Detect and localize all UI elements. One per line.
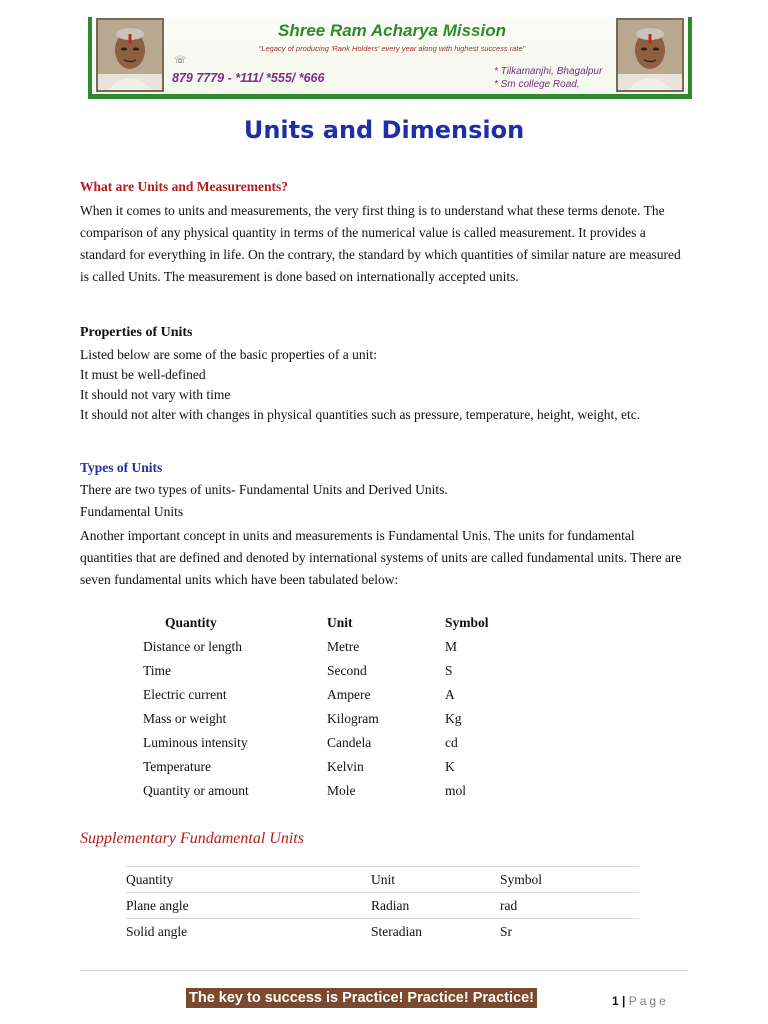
properties-intro: Listed below are some of the basic properties of a unit:: [80, 347, 377, 362]
cell-unit: Ampere: [327, 687, 371, 702]
founder-portrait-left: [96, 18, 164, 92]
cell-unit: Candela: [327, 735, 372, 750]
page-number-value: 1: [612, 994, 619, 1008]
supplementary-units-table: [125, 866, 639, 944]
property-item: It should not vary with time: [80, 387, 231, 402]
cell-quantity: Electric current: [143, 687, 227, 702]
cell-unit: Metre: [327, 639, 360, 654]
page-number-separator: |: [622, 994, 626, 1008]
section-body-units-measurements: When it comes to units and measurements, the very first thing is to understand what these terms denote. The comparison of any physical quantity in terms of the numerical value is called measurement. It provides a standard for everything in life. On the contrary, the standard by which quantities of similar nature are measured is called Units. The measurement is done based on internationally accepted units.: [80, 203, 681, 284]
cell-unit: Second: [327, 663, 367, 678]
header-cell-symbol: Symbol: [445, 615, 489, 630]
cell-quantity: Plane angle: [126, 898, 189, 913]
cell-quantity: Mass or weight: [143, 711, 227, 726]
section-heading-properties: Properties of Units: [80, 325, 193, 340]
banner-address: [494, 65, 622, 91]
supplementary-heading: Supplementary Fundamental Units: [80, 830, 304, 847]
address-line-1: * Tilkamanjhi, Bhagalpur: [494, 66, 603, 77]
cell-unit: Kelvin: [327, 759, 364, 774]
page-title: Units and Dimension: [243, 116, 525, 144]
header-cell-unit: Unit: [327, 615, 353, 630]
cell-quantity: Time: [143, 663, 172, 678]
properties-list: [80, 345, 680, 425]
section-heading-types: Types of Units: [80, 460, 163, 475]
footer-divider: [80, 970, 688, 971]
cell-symbol: S: [445, 663, 453, 678]
cell-quantity: Distance or length: [143, 639, 242, 654]
table-header-row: [125, 866, 639, 892]
cell-symbol: M: [445, 639, 458, 654]
cell-unit: Mole: [327, 783, 356, 798]
cell-symbol: A: [445, 687, 455, 702]
footer-motto: The key to success is Practice! Practice! Practice!: [186, 988, 537, 1008]
header-cell-unit: Unit: [371, 872, 396, 887]
property-item: It should not alter with changes in physical quantities such as pressure, temperature, height, weight, etc.: [80, 407, 641, 422]
header-cell-symbol: Symbol: [500, 872, 543, 887]
page-number: [612, 994, 669, 1008]
header-cell-quantity: Quantity: [126, 872, 174, 887]
founder-portrait-right: [616, 18, 684, 92]
address-line-2: * Sm college Road,: [494, 79, 580, 90]
header-banner: [88, 17, 692, 99]
table-row: [125, 918, 639, 944]
cell-symbol: Kg: [445, 711, 462, 726]
types-line-2: Fundamental Units: [80, 504, 184, 519]
header-cell-quantity: Quantity: [165, 615, 217, 630]
cell-quantity: Temperature: [143, 759, 212, 774]
cell-symbol: Sr: [500, 924, 513, 939]
cell-quantity: Solid angle: [126, 924, 188, 939]
page-label: Page: [628, 994, 669, 1008]
property-item: It must be well-defined: [80, 367, 206, 382]
section-body-fundamental: Another important concept in units and measurements is Fundamental Unis. The units for fundamental quantities that are defined and denoted by international systems of units are called fundamental units. There are seven fundamental units which have been tabulated below:: [80, 528, 682, 587]
banner-phone: 879 7779 - *111/ *555/ *666: [172, 71, 325, 85]
types-line-1: There are two types of units- Fundamental Units and Derived Units.: [80, 482, 448, 497]
section-heading-units-measurements: What are Units and Measurements?: [80, 179, 288, 194]
banner-title: Shree Ram Acharya Mission: [277, 21, 506, 40]
cell-quantity: Quantity or amount: [143, 783, 249, 798]
cell-unit: Kilogram: [327, 711, 379, 726]
cell-symbol: cd: [445, 735, 458, 750]
cell-symbol: mol: [445, 783, 467, 798]
cell-quantity: Luminous intensity: [143, 735, 248, 750]
cell-symbol: K: [445, 759, 455, 774]
table-row: [125, 892, 639, 918]
cell-unit: Radian: [371, 898, 410, 913]
cell-symbol: rad: [500, 898, 518, 913]
banner-tagline: "Legacy of producing 'Rank Holders' every year along with highest success rate": [258, 44, 526, 53]
phone-icon: ☏: [174, 55, 187, 66]
cell-unit: Steradian: [371, 924, 422, 939]
